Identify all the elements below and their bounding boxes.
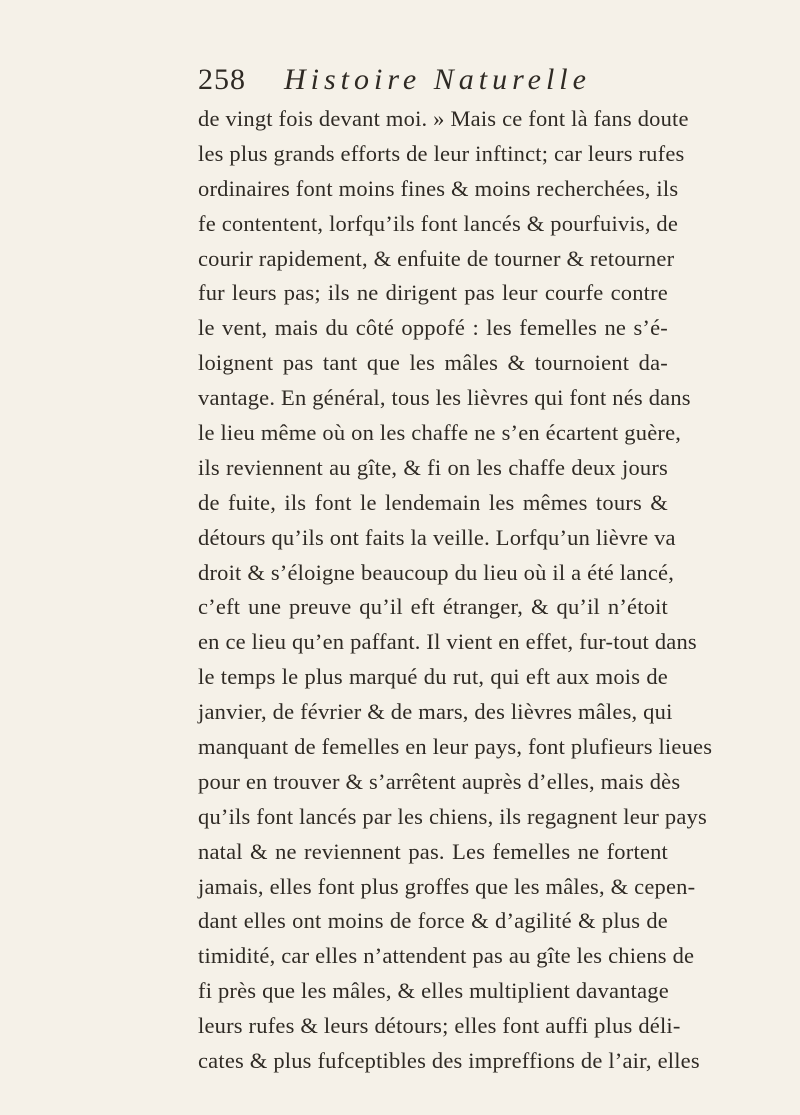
text-line: jamais, elles font plus groffes que les mâles, & cepen- (198, 873, 696, 899)
text-line: loignent pas tant que les mâles & tournoient da- (198, 350, 668, 376)
text-line: droit & s’éloigne beaucoup du lieu où il a été lancé, (198, 559, 675, 585)
text-line: ordinaires font moins fines & moins recherchées, ils (198, 175, 679, 201)
text-line: natal & ne reviennent pas. Les femelles ne fortent (198, 838, 668, 864)
text-line: timidité, car elles n’attendent pas au gîte les chiens de (198, 943, 695, 969)
text-line: ils reviennent au gîte, & fi on les chaffe deux jours (198, 454, 668, 480)
text-line: de vingt fois devant moi. » Mais ce font là fans doute (198, 106, 689, 131)
text-line: le vent, mais du côté oppofé : les femelles ne s’é- (198, 315, 668, 341)
text-line: leurs rufes & leurs détours; elles font auffi plus déli- (198, 1013, 681, 1039)
body-text (198, 102, 713, 1079)
text-line: vantage. En général, tous les lièvres qui font nés dans (198, 385, 691, 411)
text-line: cates & plus fufceptibles des impreffions de l’air, elles (198, 1048, 700, 1074)
text-line: pour en trouver & s’arrêtent auprès d’elles, mais dès (198, 768, 681, 794)
text-line: dant elles ont moins de force & d’agilité & plus de (198, 908, 668, 934)
text-line: le temps le plus marqué du rut, qui eft aux mois de (198, 664, 668, 690)
text-line: courir rapidement, & enfuite de tourner & retourner (198, 245, 675, 271)
page-header (198, 62, 668, 98)
text-line: janvier, de février & de mars, des lièvres mâles, qui (198, 699, 673, 725)
page-number: 258 (198, 63, 246, 96)
text-line: le lieu même où on les chaffe ne s’en écartent guère, (198, 420, 682, 446)
text-line: en ce lieu qu’en paffant. Il vient en effet, fur-tout dans (198, 629, 697, 655)
text-line: fi près que les mâles, & elles multiplient davantage (198, 978, 669, 1004)
text-line: les plus grands efforts de leur inftinct; car leurs rufes (198, 140, 685, 166)
running-title: Histoire Naturelle (284, 63, 591, 96)
text-line: qu’ils font lancés par les chiens, ils regagnent leur pays (198, 803, 707, 829)
text-line: fur leurs pas; ils ne dirigent pas leur courfe contre (198, 280, 668, 306)
text-line: fe contentent, lorfqu’ils font lancés & pourfuivis, de (198, 210, 679, 236)
text-line: détours qu’ils ont faits la veille. Lorfqu’un lièvre va (198, 524, 676, 550)
text-line: c’eft une preuve qu’il eft étranger, & qu’il n’étoit (198, 594, 668, 620)
text-line: manquant de femelles en leur pays, font plufieurs lieues (198, 734, 713, 760)
text-line: de fuite, ils font le lendemain les mêmes tours & (198, 489, 668, 515)
